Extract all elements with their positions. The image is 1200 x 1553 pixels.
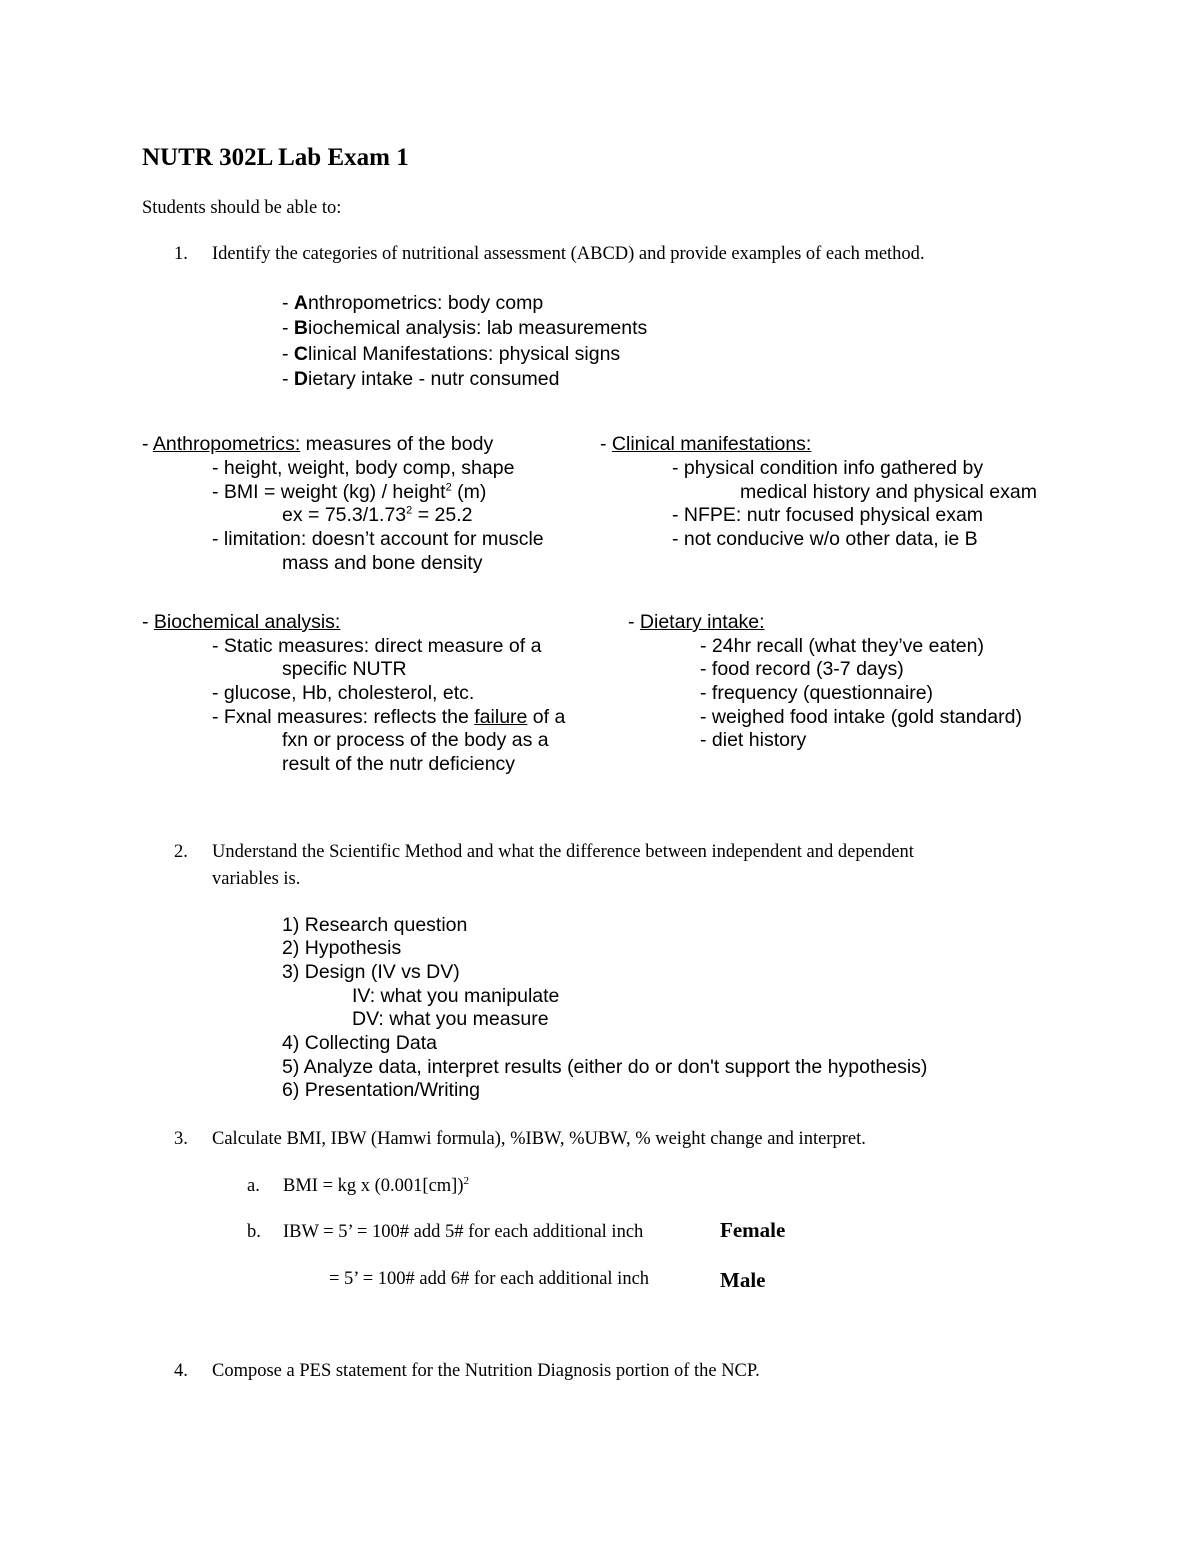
abcd-item-d: - Dietary intake - nutr consumed: [282, 368, 560, 390]
female-label: Female: [720, 1218, 786, 1242]
anthro-line: mass and bone density: [282, 552, 483, 574]
dietary-line: - frequency (questionnaire): [700, 682, 934, 704]
calc-ibw-female: IBW = 5’ = 100# add 5# for each additional inch: [283, 1222, 644, 1242]
dietary-line: - food record (3-7 days): [700, 658, 904, 680]
item-number: 3.: [174, 1129, 188, 1149]
clinical-line: - not conducive w/o other data, ie B: [672, 528, 978, 550]
sci-substep: DV: what you measure: [352, 1008, 549, 1030]
sci-substep: IV: what you manipulate: [352, 985, 560, 1007]
dietary-line: - 24hr recall (what they’ve eaten): [700, 635, 984, 657]
dietary-line: - diet history: [700, 729, 807, 751]
anthro-example-line: ex = $75.3/1.73^2 = 25.2$: [282, 504, 473, 526]
page-title: NUTR 302L Lab Exam 1: [142, 144, 409, 171]
calc-ibw-male: = 5’ = 100# add 6# for each additional inch: [329, 1269, 650, 1289]
sci-step: 3) Design (IV vs DV): [282, 961, 460, 983]
anthro-line: - limitation: doesn’t account for muscle: [212, 528, 544, 550]
item-text: Compose a PES statement for the Nutrition Diagnosis portion of the NCP.: [212, 1361, 760, 1381]
sci-step: 1) Research question: [282, 914, 468, 936]
clinical-heading-line: - Clinical manifestations:: [600, 433, 812, 455]
abcd-item-c: - Clinical Manifestations: physical signs: [282, 343, 621, 365]
dietary-heading-line: - Dietary intake:: [628, 611, 765, 633]
biochem-line: result of the nutr deficiency: [282, 753, 516, 775]
biochem-line: fxn or process of the body as a: [282, 729, 549, 751]
anthro-line: - height, weight, body comp, shape: [212, 457, 515, 479]
biochem-fxnal-line: - Fxnal measures: reflects the failure of a: [212, 706, 566, 728]
item-text: Understand the Scientific Method and what the difference between independent and dependent: [212, 842, 914, 862]
abcd-item-a: - Anthropometrics: body comp: [282, 292, 544, 314]
biochem-line: - glucose, Hb, cholesterol, etc.: [212, 682, 475, 704]
biochem-heading-line: - Biochemical analysis:: [142, 611, 341, 633]
item-text: Calculate BMI, IBW (Hamwi formula), %IBW, %UBW, % weight change and interpret.: [212, 1129, 866, 1149]
item-text: variables is.: [212, 869, 301, 889]
clinical-line: medical history and physical exam: [740, 481, 1037, 503]
calc-label: a.: [247, 1176, 260, 1196]
sci-step: 2) Hypothesis: [282, 937, 402, 959]
item-number: 2.: [174, 842, 188, 862]
dietary-line: - weighed food intake (gold standard): [700, 706, 1022, 728]
clinical-line: - physical condition info gathered by: [672, 457, 984, 479]
sci-step: 4) Collecting Data: [282, 1032, 437, 1054]
sci-step: 6) Presentation/Writing: [282, 1079, 480, 1101]
clinical-line: - NFPE: nutr focused physical exam: [672, 504, 984, 526]
anthro-heading-line: - Anthropometrics: measures of the body: [142, 433, 494, 455]
calc-label: b.: [247, 1222, 261, 1242]
sci-step: 5) Analyze data, interpret results (either do or don't support the hypothesis): [282, 1056, 928, 1078]
biochem-line: specific NUTR: [282, 658, 407, 680]
biochem-line: - Static measures: direct measure of a: [212, 635, 542, 657]
calc-bmi-formula: BMI = kg x $(0.001[cm])^2$: [283, 1174, 470, 1196]
intro-text: Students should be able to:: [142, 198, 342, 218]
anthro-bmi-line: - BMI = weight (kg) / height$^2$ (m): [212, 481, 487, 503]
abcd-item-b: - Biochemical analysis: lab measurements: [282, 317, 648, 339]
item-text: Identify the categories of nutritional assessment (ABCD) and provide examples of each method.: [212, 244, 925, 264]
item-number: 1.: [174, 244, 188, 264]
male-label: Male: [720, 1268, 766, 1292]
item-number: 4.: [174, 1361, 188, 1381]
